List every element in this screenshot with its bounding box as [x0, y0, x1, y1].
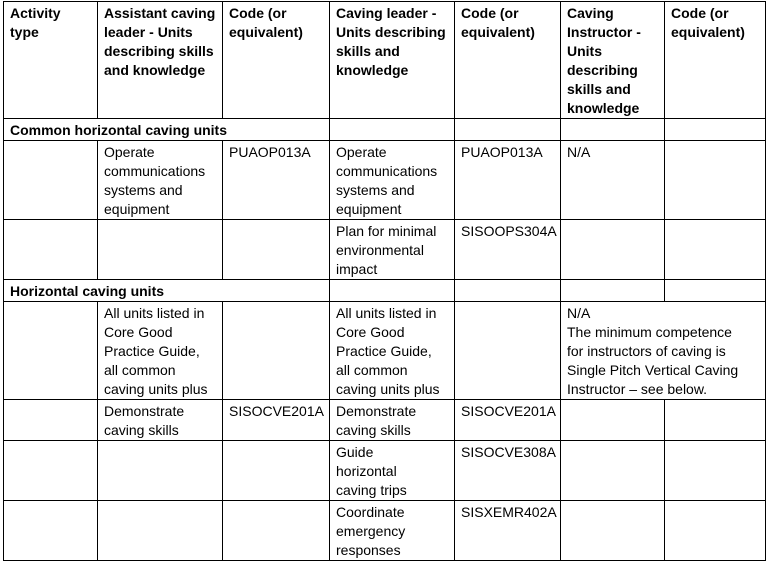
table-row: [4, 400, 766, 441]
table-cell: Plan for minimal environmental impact: [330, 220, 455, 280]
header-row: [4, 2, 766, 119]
header-code-1: Code (or equivalent): [223, 2, 330, 119]
table-row: [4, 441, 766, 501]
table-cell: [561, 220, 665, 280]
header-assistant-caving-leader: Assistant caving leader - Units describing skills and knowledge: [98, 2, 223, 119]
table-cell: [4, 441, 98, 501]
table-row: [4, 501, 766, 561]
table-cell: [561, 280, 665, 302]
table-cell: All units listed in Core Good Practice Guide, all common caving units plus: [330, 302, 455, 400]
table-cell: [223, 501, 330, 561]
header-caving-leader: Caving leader - Units describing skills and knowledge: [330, 2, 455, 119]
table-cell: [98, 441, 223, 501]
table-cell: [665, 141, 766, 220]
table-cell: [4, 220, 98, 280]
table-cell: Operate communications systems and equipment: [98, 141, 223, 220]
table-cell: SISXEMR402A: [455, 501, 561, 561]
table-cell: PUAOP013A: [223, 141, 330, 220]
table-cell: [98, 220, 223, 280]
table-cell: [98, 501, 223, 561]
table-cell: [330, 119, 455, 141]
table-cell: [561, 441, 665, 501]
table-cell: [561, 501, 665, 561]
table-cell: All units listed in Core Good Practice Guide, all common caving units plus: [98, 302, 223, 400]
table-cell: [330, 280, 455, 302]
section-row: [4, 119, 766, 141]
table-cell: [223, 441, 330, 501]
table-cell: Demonstrate caving skills: [330, 400, 455, 441]
table-cell: [665, 400, 766, 441]
table-cell: Guide horizontal caving trips: [330, 441, 455, 501]
table-cell: [665, 280, 766, 302]
table-cell: [561, 400, 665, 441]
table-cell: Operate communications systems and equipment: [330, 141, 455, 220]
table-cell: [4, 400, 98, 441]
header-activity-type: Activity type: [4, 2, 98, 119]
table-cell: [4, 141, 98, 220]
header-code-3: Code (or equivalent): [665, 2, 766, 119]
header-code-2: Code (or equivalent): [455, 2, 561, 119]
table-cell: [4, 501, 98, 561]
table-cell: [455, 280, 561, 302]
table-row: [4, 141, 766, 220]
table-cell: [561, 119, 665, 141]
table-cell: [665, 441, 766, 501]
header-caving-instructor: Caving Instructor - Units describing skills and knowledge: [561, 2, 665, 119]
section-title: Horizontal caving units: [4, 280, 330, 302]
table-cell: PUAOP013A: [455, 141, 561, 220]
table-cell: SISOOPS304A: [455, 220, 561, 280]
table-cell: SISOCVE201A: [223, 400, 330, 441]
table-cell: [455, 119, 561, 141]
table-row: [4, 302, 766, 400]
table-row: [4, 220, 766, 280]
section-row: [4, 280, 766, 302]
table-cell: [455, 302, 561, 400]
table-cell: [665, 119, 766, 141]
table-cell: [665, 501, 766, 561]
table-cell: Demonstrate caving skills: [98, 400, 223, 441]
table-cell: [223, 302, 330, 400]
table-cell: [223, 220, 330, 280]
caving-units-table: [3, 1, 766, 561]
table-cell: [4, 302, 98, 400]
table-cell: Coordinate emergency responses: [330, 501, 455, 561]
table-cell: [665, 220, 766, 280]
table-cell: SISOCVE201A: [455, 400, 561, 441]
section-title: Common horizontal caving units: [4, 119, 330, 141]
table-cell: SISOCVE308A: [455, 441, 561, 501]
table-cell: N/A: [561, 141, 665, 220]
table-cell-instructor-note: N/A The minimum competence for instructors of caving is Single Pitch Vertical Caving Instructor – see below.: [561, 302, 766, 400]
